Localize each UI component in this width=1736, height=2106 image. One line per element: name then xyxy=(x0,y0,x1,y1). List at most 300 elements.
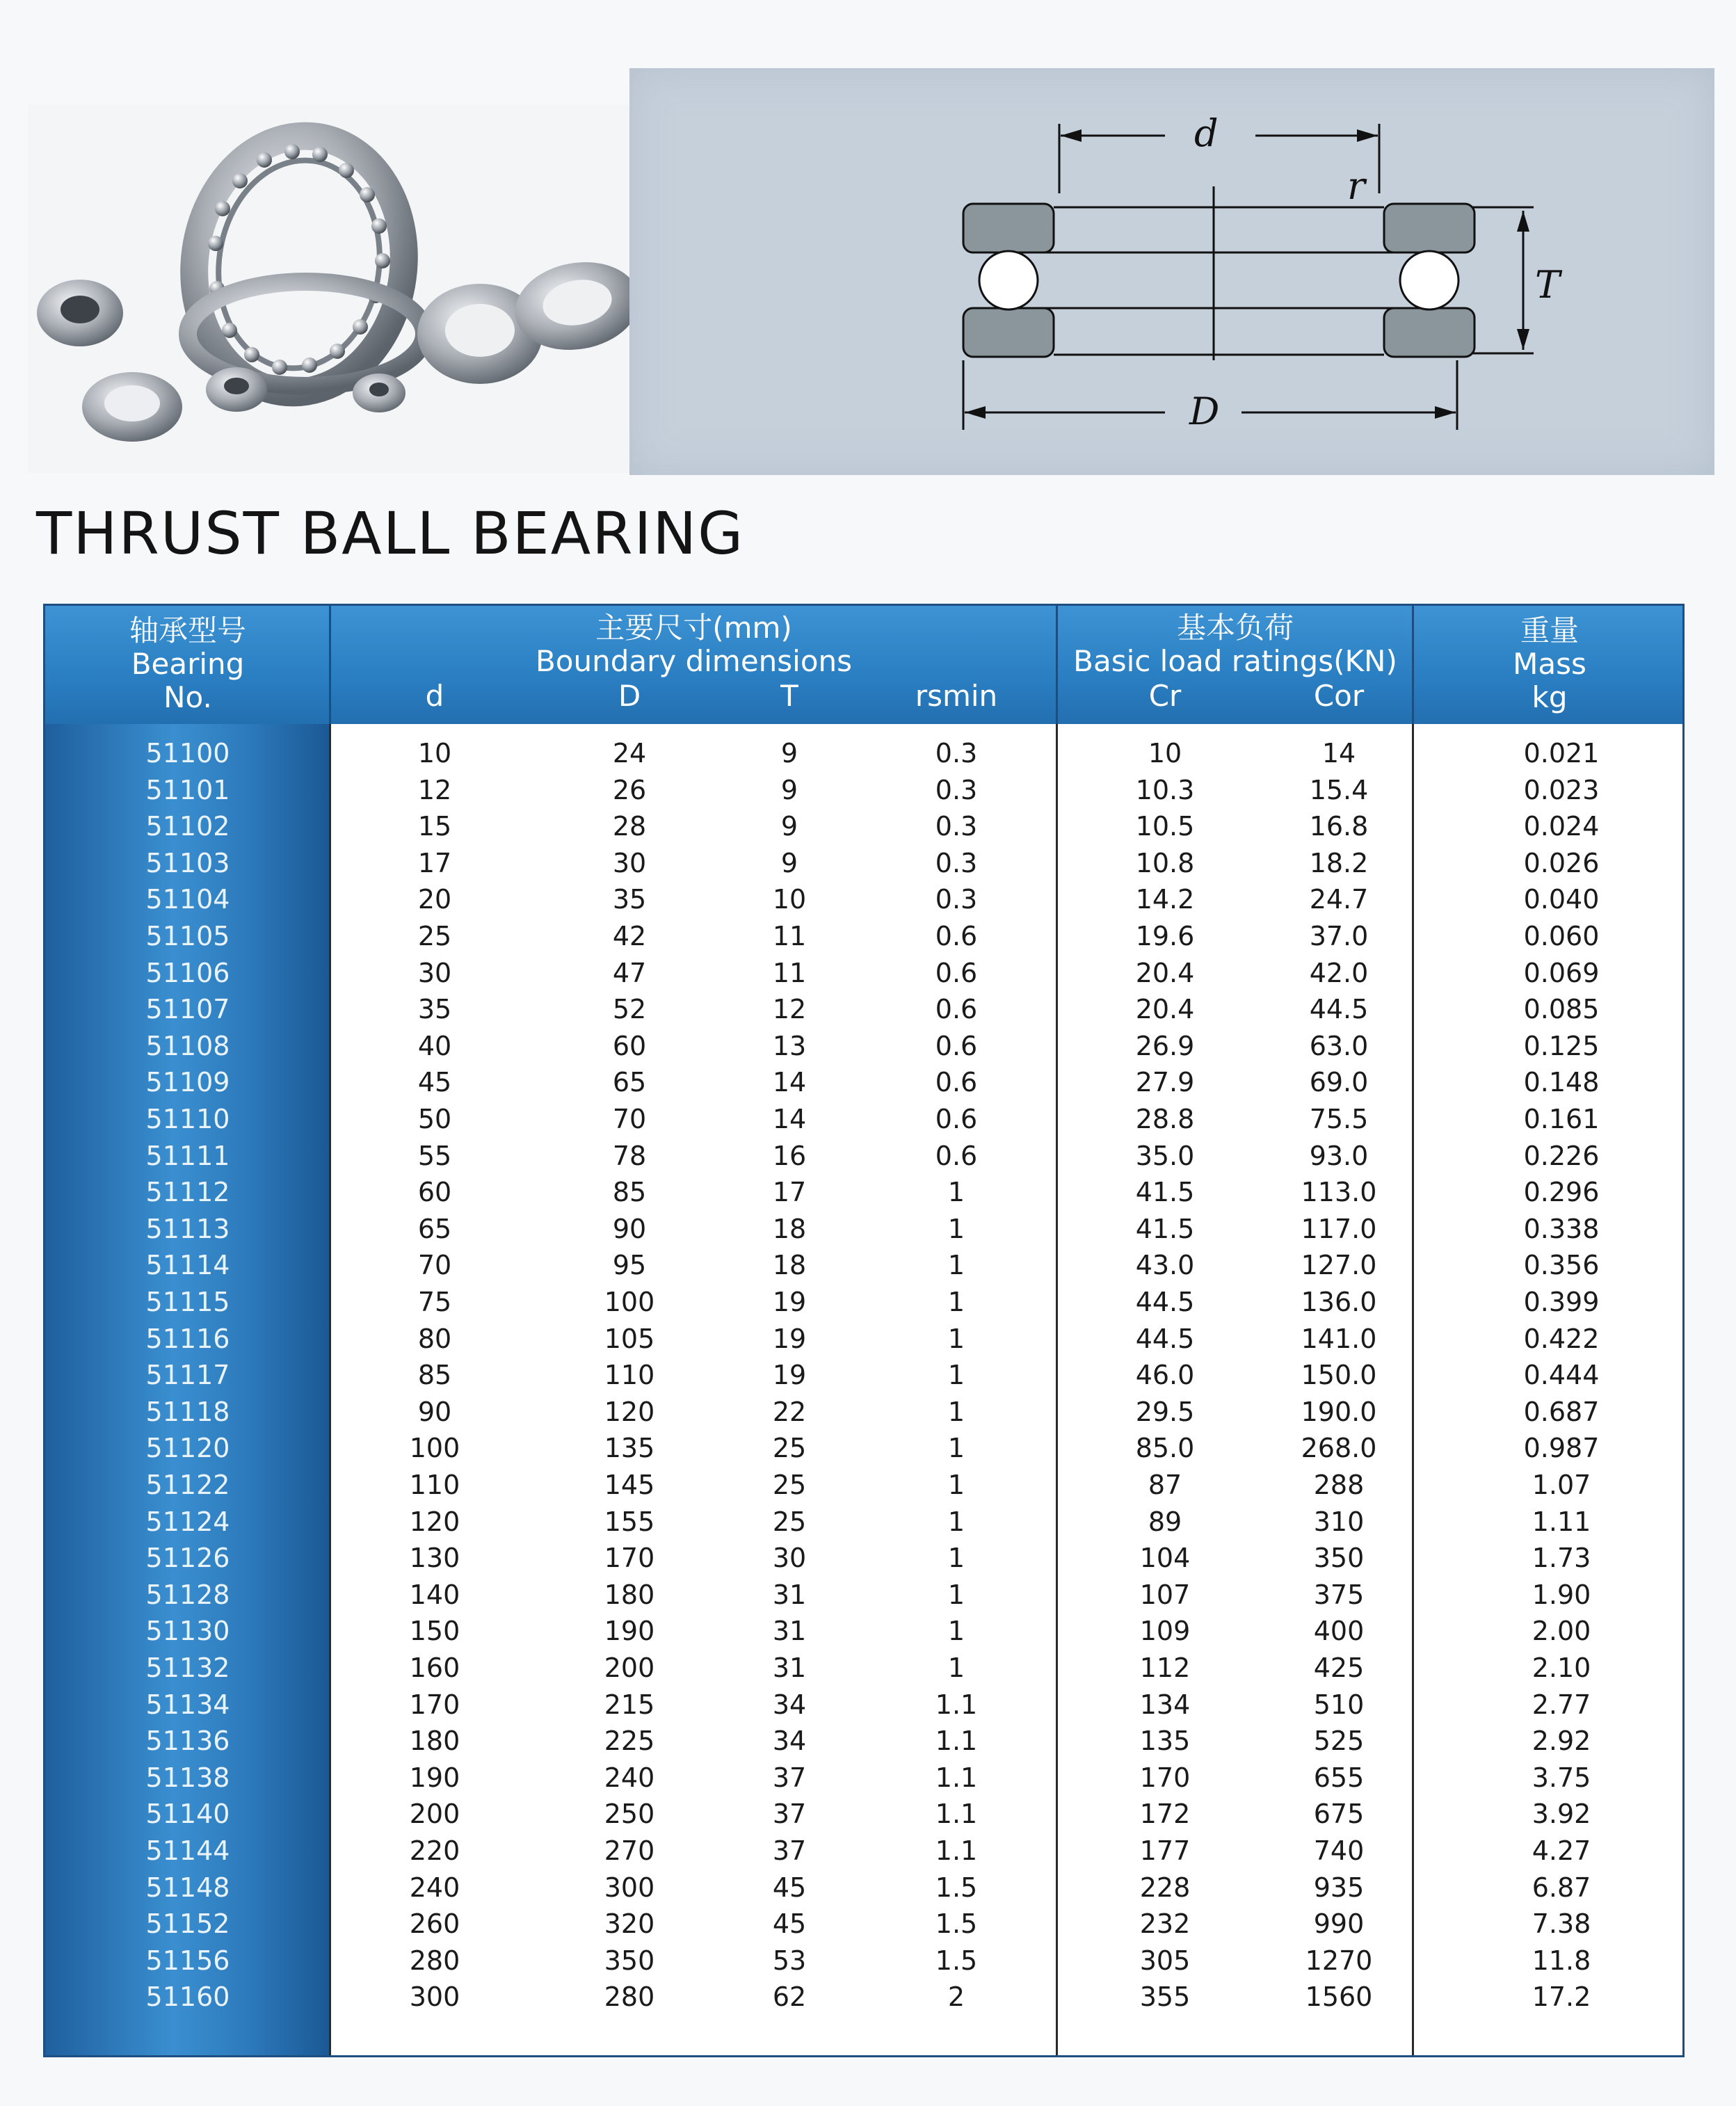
spec-table xyxy=(43,604,1685,2057)
cell-d: 75 xyxy=(417,1287,452,1317)
cell-cr: 14.2 xyxy=(1135,884,1195,915)
table-row xyxy=(45,1979,1682,2016)
cell-D: 26 xyxy=(612,774,647,805)
bearing-no: 51160 xyxy=(145,1982,230,2013)
cell-D: 52 xyxy=(612,994,647,1025)
cell-cr: 89 xyxy=(1148,1506,1182,1537)
cross-section-drawing xyxy=(629,68,1714,475)
product-photo xyxy=(28,104,633,473)
bearing-no: 51113 xyxy=(145,1213,230,1244)
bearing-no: 51105 xyxy=(145,921,230,951)
cell-T: 13 xyxy=(772,1030,807,1061)
bearing-no: 51136 xyxy=(145,1726,230,1757)
cell-mass: 1.73 xyxy=(1532,1543,1591,1574)
bearing-no: 51152 xyxy=(145,1908,230,1940)
cell-cr: 232 xyxy=(1139,1908,1191,1940)
table-row xyxy=(45,881,1682,918)
cell-mass: 0.040 xyxy=(1523,884,1600,915)
cell-rsmin: 1 xyxy=(947,1470,965,1500)
cell-d: 15 xyxy=(417,811,452,842)
table-row xyxy=(45,1394,1682,1431)
cell-cor: 375 xyxy=(1313,1579,1365,1610)
cell-rsmin: 2 xyxy=(947,1982,965,2013)
cell-rsmin: 1 xyxy=(947,1213,965,1244)
cell-mass: 0.069 xyxy=(1523,957,1600,988)
cell-cr: 10.5 xyxy=(1135,811,1195,842)
cell-d: 70 xyxy=(417,1250,452,1281)
cell-d: 85 xyxy=(417,1360,452,1391)
table-row xyxy=(45,1284,1682,1321)
table-row xyxy=(45,1321,1682,1358)
header-d: d xyxy=(425,679,444,713)
cell-mass: 1.07 xyxy=(1532,1470,1591,1500)
cell-cor: 127.0 xyxy=(1301,1250,1377,1281)
bearing-diagram xyxy=(629,68,1714,475)
cell-d: 260 xyxy=(409,1908,460,1940)
header-rsmin: rsmin xyxy=(915,679,998,713)
cell-d: 200 xyxy=(409,1799,460,1830)
cell-d: 45 xyxy=(417,1067,452,1098)
header-T: T xyxy=(780,679,798,713)
cell-cr: 43.0 xyxy=(1135,1250,1195,1281)
cell-cr: 135 xyxy=(1139,1726,1191,1757)
cell-T: 37 xyxy=(772,1799,807,1830)
cell-D: 170 xyxy=(604,1543,655,1574)
cell-T: 25 xyxy=(772,1433,807,1464)
cell-d: 55 xyxy=(417,1140,452,1171)
cell-T: 9 xyxy=(780,811,798,842)
cell-cor: 1270 xyxy=(1305,1945,1373,1976)
bearing-no: 51101 xyxy=(145,774,230,805)
table-row xyxy=(45,1723,1682,1760)
cell-cor: 190.0 xyxy=(1301,1396,1377,1427)
bearing-no: 51126 xyxy=(145,1543,230,1574)
cell-mass: 0.060 xyxy=(1523,921,1600,951)
cell-D: 85 xyxy=(612,1177,647,1208)
table-row xyxy=(45,1138,1682,1175)
cell-cr: 10.3 xyxy=(1135,774,1195,805)
label-r: r xyxy=(1347,164,1365,208)
cell-rsmin: 1 xyxy=(947,1287,965,1317)
cell-d: 12 xyxy=(417,774,452,805)
cell-rsmin: 0.3 xyxy=(935,774,978,805)
header-load-cn: 基本负荷 xyxy=(1176,611,1294,645)
cell-T: 9 xyxy=(780,738,798,769)
cell-mass: 0.026 xyxy=(1523,847,1600,878)
cell-rsmin: 0.6 xyxy=(935,1140,978,1171)
cell-D: 28 xyxy=(612,811,647,842)
bearing-no: 51106 xyxy=(145,957,230,988)
cell-cor: 740 xyxy=(1313,1835,1365,1866)
cell-rsmin: 0.3 xyxy=(935,847,978,878)
table-row xyxy=(45,1430,1682,1467)
cell-rsmin: 1.5 xyxy=(935,1945,978,1976)
bearing-no: 51122 xyxy=(145,1470,230,1500)
cell-cor: 400 xyxy=(1313,1616,1365,1647)
cell-cor: 44.5 xyxy=(1309,994,1369,1025)
cell-rsmin: 0.6 xyxy=(935,994,978,1025)
cell-T: 22 xyxy=(772,1396,807,1427)
cell-rsmin: 0.6 xyxy=(935,1067,978,1098)
cell-mass: 0.338 xyxy=(1523,1213,1600,1244)
cell-d: 100 xyxy=(409,1433,460,1464)
cell-mass: 3.92 xyxy=(1532,1799,1591,1830)
table-row xyxy=(45,1613,1682,1650)
cell-cor: 510 xyxy=(1313,1689,1365,1720)
header-dim-cn: 主要尺寸(mm) xyxy=(595,611,792,645)
cell-mass: 2.10 xyxy=(1532,1653,1591,1683)
table-row xyxy=(45,845,1682,882)
cell-rsmin: 1 xyxy=(947,1177,965,1208)
label-d: d xyxy=(1194,111,1219,155)
table-row xyxy=(45,1174,1682,1211)
cell-D: 270 xyxy=(604,1835,655,1866)
table-row xyxy=(45,1760,1682,1796)
cell-cor: 136.0 xyxy=(1301,1287,1377,1317)
cell-T: 37 xyxy=(772,1762,807,1793)
bearing-no: 51104 xyxy=(145,884,230,915)
cell-d: 300 xyxy=(409,1982,460,2013)
cell-cr: 29.5 xyxy=(1135,1396,1195,1427)
table-row xyxy=(45,1943,1682,1979)
cell-cr: 134 xyxy=(1139,1689,1191,1720)
table-row xyxy=(45,955,1682,992)
cell-T: 53 xyxy=(772,1945,807,1976)
cell-cor: 16.8 xyxy=(1309,811,1369,842)
cell-cr: 177 xyxy=(1139,1835,1191,1866)
bearing-no: 51156 xyxy=(145,1945,230,1976)
cell-mass: 0.422 xyxy=(1523,1323,1600,1354)
bearing-no: 51132 xyxy=(145,1653,230,1683)
cell-cr: 112 xyxy=(1139,1653,1191,1683)
bearing-no: 51138 xyxy=(145,1762,230,1793)
cell-D: 42 xyxy=(612,921,647,951)
cell-rsmin: 1 xyxy=(947,1433,965,1464)
cell-cor: 350 xyxy=(1313,1543,1365,1574)
cell-d: 80 xyxy=(417,1323,452,1354)
header-cr: Cr xyxy=(1148,679,1182,713)
cell-mass: 2.92 xyxy=(1532,1726,1591,1757)
table-row xyxy=(45,1211,1682,1248)
cell-D: 200 xyxy=(604,1653,655,1683)
cell-T: 14 xyxy=(772,1067,807,1098)
header-mass-en: Mass xyxy=(1513,647,1586,681)
table-row xyxy=(45,1064,1682,1101)
cell-cor: 113.0 xyxy=(1301,1177,1377,1208)
cell-D: 145 xyxy=(604,1470,655,1500)
table-row xyxy=(45,1247,1682,1284)
cell-rsmin: 0.6 xyxy=(935,1030,978,1061)
cell-rsmin: 1 xyxy=(947,1250,965,1281)
cell-d: 150 xyxy=(409,1616,460,1647)
cell-cr: 228 xyxy=(1139,1872,1191,1903)
cell-rsmin: 1.1 xyxy=(935,1689,978,1720)
cell-d: 120 xyxy=(409,1506,460,1537)
cell-cor: 141.0 xyxy=(1301,1323,1377,1354)
cell-D: 70 xyxy=(612,1104,647,1134)
cell-rsmin: 0.6 xyxy=(935,957,978,988)
cell-T: 17 xyxy=(772,1177,807,1208)
table-row xyxy=(45,1833,1682,1870)
table-row xyxy=(45,1796,1682,1833)
bearing-no: 51108 xyxy=(145,1030,230,1061)
cell-mass: 0.687 xyxy=(1523,1396,1600,1427)
cell-rsmin: 1 xyxy=(947,1653,965,1683)
cell-D: 215 xyxy=(604,1689,655,1720)
cell-d: 40 xyxy=(417,1030,452,1061)
table-header xyxy=(45,606,1682,724)
cell-mass: 0.444 xyxy=(1523,1360,1600,1391)
cell-d: 35 xyxy=(417,994,452,1025)
cell-D: 60 xyxy=(612,1030,647,1061)
cell-T: 34 xyxy=(772,1689,807,1720)
bearing-no: 51130 xyxy=(145,1616,230,1647)
cell-cor: 150.0 xyxy=(1301,1360,1377,1391)
cell-D: 350 xyxy=(604,1945,655,1976)
cell-mass: 0.085 xyxy=(1523,994,1600,1025)
cell-rsmin: 0.6 xyxy=(935,1104,978,1134)
bearing-no: 51140 xyxy=(145,1799,230,1830)
cell-cr: 44.5 xyxy=(1135,1287,1195,1317)
cell-D: 300 xyxy=(604,1872,655,1903)
cell-rsmin: 1.1 xyxy=(935,1799,978,1830)
bearing-no: 51107 xyxy=(145,994,230,1025)
bearing-no: 51111 xyxy=(145,1140,230,1171)
cell-mass: 11.8 xyxy=(1532,1945,1591,1976)
table-row xyxy=(45,772,1682,809)
cell-T: 11 xyxy=(772,957,807,988)
cell-d: 10 xyxy=(417,738,452,769)
cell-cr: 355 xyxy=(1139,1982,1191,2013)
table-row xyxy=(45,1504,1682,1541)
cell-d: 17 xyxy=(417,847,452,878)
cell-rsmin: 1.5 xyxy=(935,1872,978,1903)
bearing-no: 51112 xyxy=(145,1177,230,1208)
cell-d: 280 xyxy=(409,1945,460,1976)
cell-D: 65 xyxy=(612,1067,647,1098)
table-row xyxy=(45,918,1682,955)
table-row xyxy=(45,1906,1682,1943)
bearing-no: 51128 xyxy=(145,1579,230,1610)
cell-cr: 20.4 xyxy=(1135,957,1195,988)
cell-rsmin: 1 xyxy=(947,1616,965,1647)
cell-rsmin: 1 xyxy=(947,1323,965,1354)
cell-rsmin: 1.1 xyxy=(935,1762,978,1793)
cell-rsmin: 0.3 xyxy=(935,811,978,842)
cell-cor: 425 xyxy=(1313,1653,1365,1683)
cell-rsmin: 0.3 xyxy=(935,738,978,769)
cell-cor: 525 xyxy=(1313,1726,1365,1757)
cell-cr: 19.6 xyxy=(1135,921,1195,951)
cell-D: 90 xyxy=(612,1213,647,1244)
cell-cr: 107 xyxy=(1139,1579,1191,1610)
cell-mass: 0.296 xyxy=(1523,1177,1600,1208)
cell-mass: 6.87 xyxy=(1532,1872,1591,1903)
cell-D: 240 xyxy=(604,1762,655,1793)
cell-cor: 18.2 xyxy=(1309,847,1369,878)
cell-T: 31 xyxy=(772,1653,807,1683)
cell-cr: 10.8 xyxy=(1135,847,1195,878)
cell-D: 225 xyxy=(604,1726,655,1757)
cell-mass: 3.75 xyxy=(1532,1762,1591,1793)
cell-cor: 63.0 xyxy=(1309,1030,1369,1061)
cell-cor: 14 xyxy=(1321,738,1356,769)
cell-D: 24 xyxy=(612,738,647,769)
cell-D: 280 xyxy=(604,1982,655,2013)
table-row xyxy=(45,1577,1682,1614)
label-D: D xyxy=(1189,389,1220,433)
cell-T: 31 xyxy=(772,1579,807,1610)
header-dim-en: Boundary dimensions xyxy=(535,644,853,678)
cell-cor: 1560 xyxy=(1305,1982,1373,2013)
cell-d: 110 xyxy=(409,1470,460,1500)
cell-d: 240 xyxy=(409,1872,460,1903)
table-row xyxy=(45,991,1682,1028)
cell-mass: 0.148 xyxy=(1523,1067,1600,1098)
bearing-no: 51114 xyxy=(145,1250,230,1281)
cell-rsmin: 1 xyxy=(947,1396,965,1427)
cell-cr: 172 xyxy=(1139,1799,1191,1830)
cell-d: 170 xyxy=(409,1689,460,1720)
cell-T: 19 xyxy=(772,1323,807,1354)
table-row xyxy=(45,1028,1682,1065)
cell-d: 65 xyxy=(417,1213,452,1244)
bearing-no: 51116 xyxy=(145,1323,230,1354)
cell-cor: 675 xyxy=(1313,1799,1365,1830)
cell-cor: 24.7 xyxy=(1309,884,1369,915)
cell-d: 30 xyxy=(417,957,452,988)
cell-cr: 44.5 xyxy=(1135,1323,1195,1354)
cell-mass: 17.2 xyxy=(1532,1982,1591,2013)
cell-D: 30 xyxy=(612,847,647,878)
cell-rsmin: 1 xyxy=(947,1579,965,1610)
bearings-illustration xyxy=(28,104,633,473)
cell-T: 45 xyxy=(772,1872,807,1903)
cell-D: 250 xyxy=(604,1799,655,1830)
header-mass-unit: kg xyxy=(1532,680,1568,714)
cell-mass: 2.00 xyxy=(1532,1616,1591,1647)
header-D: D xyxy=(618,679,641,713)
table-row xyxy=(45,1467,1682,1504)
cell-T: 19 xyxy=(772,1287,807,1317)
cell-cr: 104 xyxy=(1139,1543,1191,1574)
cell-mass: 0.024 xyxy=(1523,811,1600,842)
table-row xyxy=(45,1540,1682,1577)
cell-T: 11 xyxy=(772,921,807,951)
table-row xyxy=(45,1101,1682,1138)
cell-cor: 268.0 xyxy=(1301,1433,1377,1464)
cell-D: 47 xyxy=(612,957,647,988)
cell-d: 160 xyxy=(409,1653,460,1683)
cell-d: 20 xyxy=(417,884,452,915)
page-title: THRUST BALL BEARING xyxy=(36,499,745,568)
cell-T: 25 xyxy=(772,1506,807,1537)
cell-mass: 0.125 xyxy=(1523,1030,1600,1061)
cell-d: 130 xyxy=(409,1543,460,1574)
cell-T: 9 xyxy=(780,774,798,805)
cell-D: 180 xyxy=(604,1579,655,1610)
bearing-no: 51110 xyxy=(145,1104,230,1134)
table-row xyxy=(45,735,1682,772)
cell-cr: 46.0 xyxy=(1135,1360,1195,1391)
cell-rsmin: 0.6 xyxy=(935,921,978,951)
bearing-no: 51120 xyxy=(145,1433,230,1464)
cell-cor: 42.0 xyxy=(1309,957,1369,988)
cell-cor: 935 xyxy=(1313,1872,1365,1903)
bearing-no: 51102 xyxy=(145,811,230,842)
cell-T: 18 xyxy=(772,1213,807,1244)
table-row xyxy=(45,1650,1682,1687)
cell-T: 10 xyxy=(772,884,807,915)
header-no-label: No. xyxy=(163,680,212,714)
cell-D: 320 xyxy=(604,1908,655,1940)
cell-D: 120 xyxy=(604,1396,655,1427)
cell-cr: 20.4 xyxy=(1135,994,1195,1025)
table-row xyxy=(45,1357,1682,1394)
bearing-no: 51117 xyxy=(145,1360,230,1391)
cell-cor: 288 xyxy=(1313,1470,1365,1500)
table-row xyxy=(45,808,1682,845)
cell-D: 35 xyxy=(612,884,647,915)
cell-T: 31 xyxy=(772,1616,807,1647)
header-load-en: Basic load ratings(KN) xyxy=(1073,644,1397,678)
cell-T: 12 xyxy=(772,994,807,1025)
cell-mass: 0.021 xyxy=(1523,738,1600,769)
bearing-no: 51144 xyxy=(145,1835,230,1866)
cell-T: 16 xyxy=(772,1140,807,1171)
cell-cr: 41.5 xyxy=(1135,1213,1195,1244)
cell-mass: 0.399 xyxy=(1523,1287,1600,1317)
cell-cor: 655 xyxy=(1313,1762,1365,1793)
cell-mass: 1.90 xyxy=(1532,1579,1591,1610)
header-cor: Cor xyxy=(1313,679,1365,713)
cell-T: 19 xyxy=(772,1360,807,1391)
cell-rsmin: 1 xyxy=(947,1543,965,1574)
cell-d: 25 xyxy=(417,921,452,951)
table-row xyxy=(45,1870,1682,1906)
cell-d: 60 xyxy=(417,1177,452,1208)
cell-cor: 117.0 xyxy=(1301,1213,1377,1244)
cell-d: 220 xyxy=(409,1835,460,1866)
cell-cr: 41.5 xyxy=(1135,1177,1195,1208)
cell-mass: 0.161 xyxy=(1523,1104,1600,1134)
cell-mass: 0.023 xyxy=(1523,774,1600,805)
cell-mass: 0.987 xyxy=(1523,1433,1600,1464)
cell-rsmin: 0.3 xyxy=(935,884,978,915)
label-T: T xyxy=(1535,263,1561,307)
cell-T: 18 xyxy=(772,1250,807,1281)
cell-T: 14 xyxy=(772,1104,807,1134)
bearing-no: 51103 xyxy=(145,847,230,878)
cell-D: 78 xyxy=(612,1140,647,1171)
header-mass-cn: 重量 xyxy=(1520,613,1579,648)
cell-cr: 28.8 xyxy=(1135,1104,1195,1134)
cell-D: 95 xyxy=(612,1250,647,1281)
cell-d: 190 xyxy=(409,1762,460,1793)
cell-cor: 93.0 xyxy=(1309,1140,1369,1171)
bearing-no: 51100 xyxy=(145,738,230,769)
cell-cr: 10 xyxy=(1148,738,1182,769)
cell-T: 45 xyxy=(772,1908,807,1940)
cell-mass: 1.11 xyxy=(1532,1506,1591,1537)
header-no-cn: 轴承型号 xyxy=(129,613,246,648)
bearing-no: 51109 xyxy=(145,1067,230,1098)
cell-mass: 4.27 xyxy=(1532,1835,1591,1866)
cell-cr: 27.9 xyxy=(1135,1067,1195,1098)
cell-cr: 85.0 xyxy=(1135,1433,1195,1464)
cell-mass: 0.356 xyxy=(1523,1250,1600,1281)
bearing-no: 51118 xyxy=(145,1396,230,1427)
